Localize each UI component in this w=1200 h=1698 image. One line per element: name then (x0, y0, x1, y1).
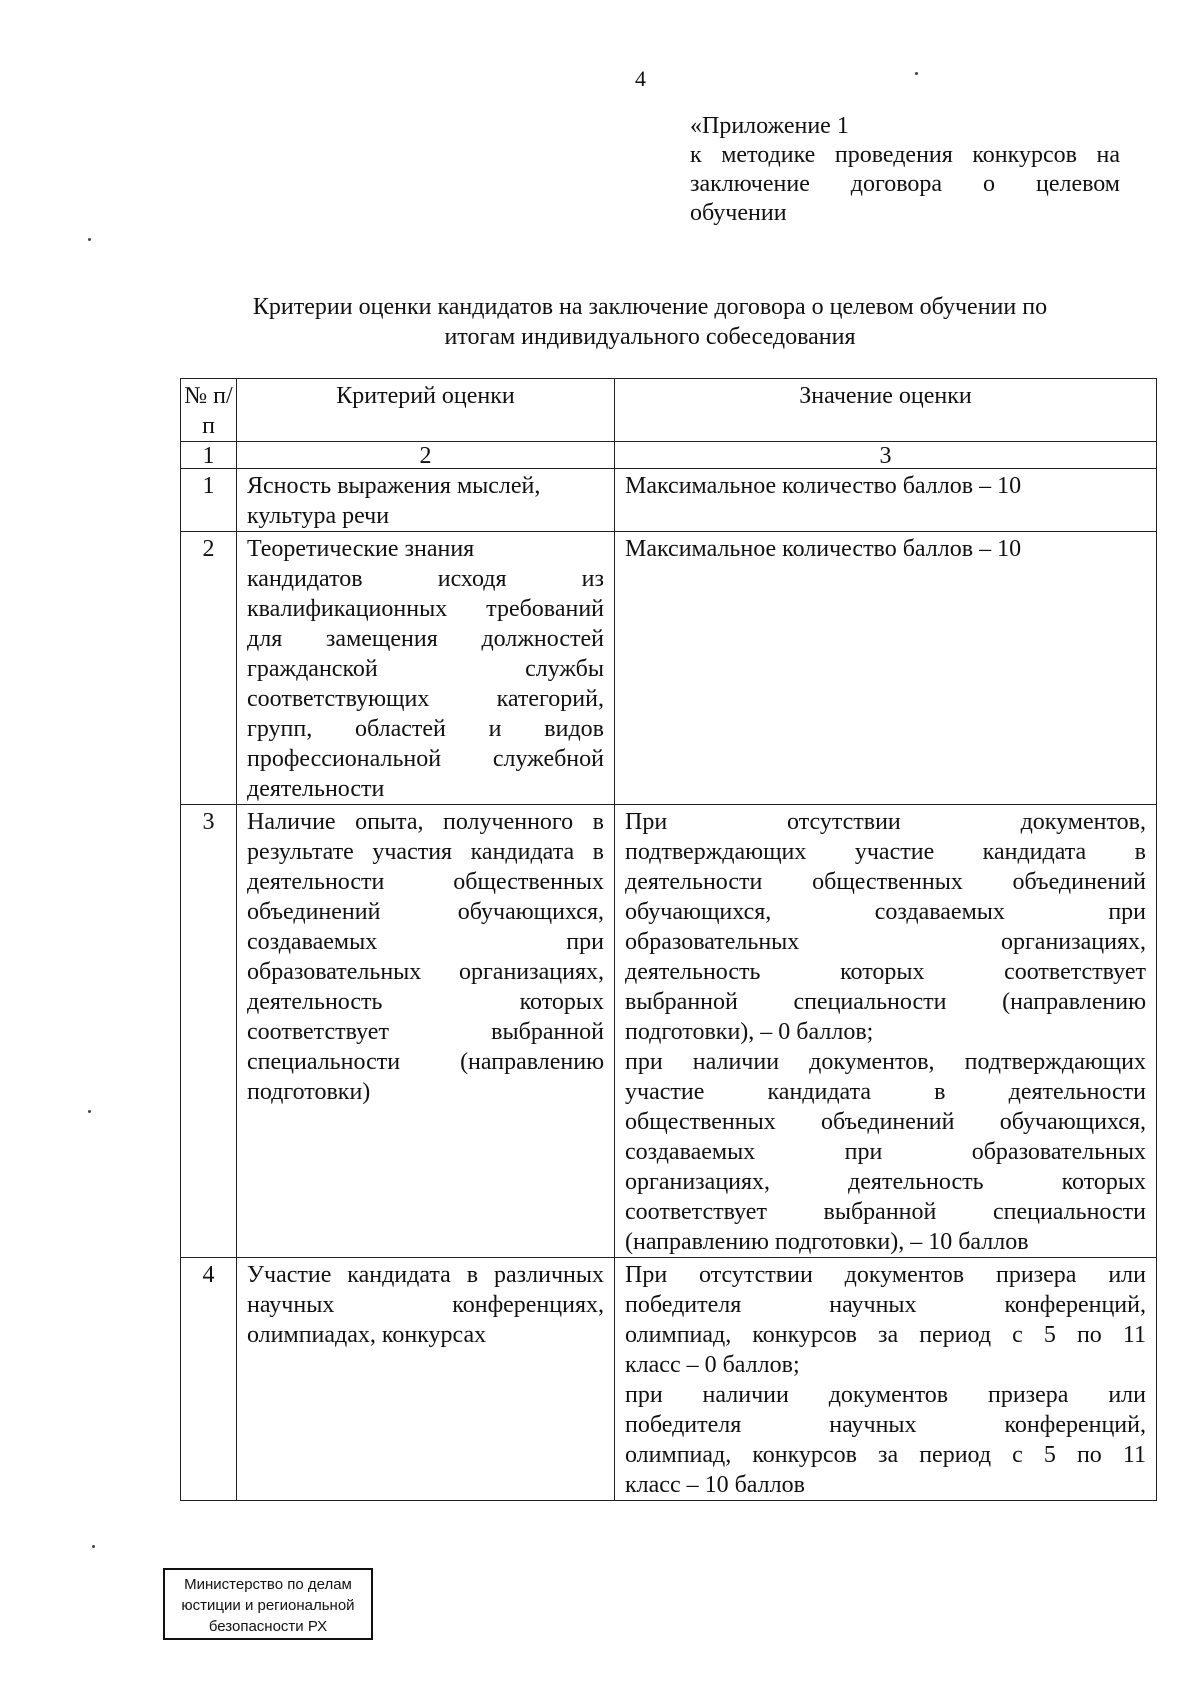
criteria-table (180, 378, 1157, 1501)
header-criterion: Критерий оценки (237, 379, 615, 442)
table-row (181, 469, 1157, 532)
criterion-line: деятельности общественных (247, 869, 604, 895)
criterion-line: квалификационных требований (247, 596, 604, 622)
header-num: № п/п (181, 379, 237, 442)
page-number: 4 (635, 66, 646, 91)
value-line: победителя научных конференций, (625, 1292, 1146, 1318)
value-line: класс – 10 баллов (625, 1472, 805, 1498)
value-line: образовательных организациях, (625, 929, 1146, 955)
value-line: подготовки), – 0 баллов; (625, 1019, 874, 1045)
value-line: олимпиад, конкурсов за период с 5 по 11 (625, 1442, 1146, 1468)
value-line: победителя научных конференций, (625, 1412, 1146, 1438)
column-number: 2 (237, 442, 615, 469)
header-value: Значение оценки (615, 379, 1157, 442)
value-line: деятельность которых соответствует (625, 959, 1146, 985)
value-line: соответствует выбранной специальности (625, 1199, 1146, 1225)
stamp-line: юстиции и региональной (181, 1597, 355, 1614)
criterion-line: гражданской службы (247, 656, 604, 682)
value-line: При отсутствии документов, (625, 809, 1146, 835)
criterion-line: для замещения должностей (247, 626, 604, 652)
value-cell (615, 532, 1157, 805)
row-number: 3 (181, 805, 237, 1258)
value-line: при наличии документов, подтверждающих (625, 1049, 1146, 1075)
criterion-line: соответствует выбранной (247, 1019, 604, 1045)
value-cell (615, 805, 1157, 1258)
criterion-cell (237, 469, 615, 532)
column-number-row (181, 442, 1157, 469)
table-row (181, 532, 1157, 805)
scan-speck (88, 238, 91, 241)
value-cell (615, 469, 1157, 532)
table-row (181, 805, 1157, 1258)
criterion-line: деятельность которых (247, 989, 604, 1015)
value-line: деятельности общественных объединений (625, 869, 1146, 895)
value-line: обучающихся, создаваемых при (625, 899, 1146, 925)
scan-speck (88, 1110, 91, 1113)
appendix-line: обучении (690, 200, 787, 226)
value-line: подтверждающих участие кандидата в (625, 839, 1146, 865)
criterion-line: научных конференциях, (247, 1292, 604, 1318)
column-number: 3 (615, 442, 1157, 469)
value-line: при наличии документов призера или (625, 1382, 1146, 1408)
criterion-cell (237, 1258, 615, 1501)
value-line: класс – 0 баллов; (625, 1352, 800, 1378)
criterion-line: Участие кандидата в различных (247, 1262, 604, 1288)
criterion-line: Теоретические знания (247, 536, 475, 562)
stamp-line: безопасности РХ (208, 1618, 328, 1635)
document-title (170, 292, 1130, 352)
value-line: общественных объединений обучающихся, (625, 1109, 1146, 1135)
appendix-line: «Приложение 1 (690, 113, 849, 139)
row-number: 1 (181, 469, 237, 532)
title-line: Критерии оценки кандидатов на заключение договора о целевом обучении по (252, 294, 1048, 320)
value-line: При отсутствии документов призера или (625, 1262, 1146, 1288)
appendix-heading (690, 112, 1120, 228)
value-line: выбранной специальности (направлению (625, 989, 1146, 1015)
criterion-line: культура речи (247, 503, 390, 529)
criterion-line: подготовки) (247, 1079, 371, 1105)
criterion-line: групп, областей и видов (247, 716, 604, 742)
criterion-line: специальности (направлению (247, 1049, 604, 1075)
scan-speck (915, 72, 918, 75)
value-line: Максимальное количество баллов – 10 (625, 536, 1022, 562)
table-row (181, 1258, 1157, 1501)
value-line: Максимальное количество баллов – 10 (625, 473, 1022, 499)
value-line: организациях, деятельность которых (625, 1169, 1146, 1195)
criterion-line: образовательных организациях, (247, 959, 604, 985)
value-line: (направлению подготовки), – 10 баллов (625, 1229, 1029, 1255)
row-number: 4 (181, 1258, 237, 1501)
appendix-line: заключение договора о целевом (690, 171, 1120, 197)
criterion-cell (237, 805, 615, 1258)
criterion-line: олимпиадах, конкурсах (247, 1322, 487, 1348)
criterion-line: Ясность выражения мыслей, (247, 473, 541, 499)
criterion-cell (237, 532, 615, 805)
value-line: участие кандидата в деятельности (625, 1079, 1146, 1105)
criterion-line: объединений обучающихся, (247, 899, 604, 925)
criterion-line: профессиональной служебной (247, 746, 604, 772)
criterion-line: создаваемых при (247, 929, 604, 955)
value-line: олимпиад, конкурсов за период с 5 по 11 (625, 1322, 1146, 1348)
column-number: 1 (181, 442, 237, 469)
ministry-stamp (163, 1568, 373, 1640)
table-header-row (181, 379, 1157, 442)
row-number: 2 (181, 532, 237, 805)
criterion-line: соответствующих категорий, (247, 686, 604, 712)
criterion-line: Наличие опыта, полученного в (247, 809, 604, 835)
criterion-line: результате участия кандидата в (247, 839, 604, 865)
value-cell (615, 1258, 1157, 1501)
title-line: итогам индивидуального собеседования (444, 324, 856, 350)
appendix-line: к методике проведения конкурсов на (690, 142, 1120, 168)
stamp-line: Министерство по делам (184, 1576, 352, 1593)
scan-speck (92, 1545, 95, 1548)
criterion-line: кандидатов исходя из (247, 566, 604, 592)
value-line: создаваемых при образовательных (625, 1139, 1146, 1165)
criterion-line: деятельности (247, 776, 385, 802)
